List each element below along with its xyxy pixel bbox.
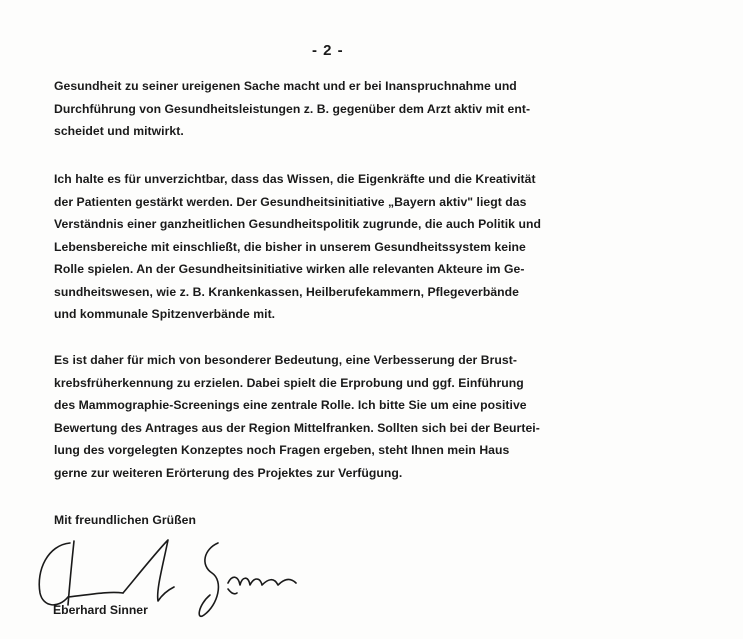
paragraph-line: gerne zur weiteren Erörterung des Projektes zur Verfügung.: [54, 465, 403, 480]
paragraph-line: krebsfrüherkennung zu erzielen. Dabei spielt die Erprobung und ggf. Einführung: [54, 375, 524, 390]
closing-salutation: Mit freundlichen Grüßen: [54, 513, 196, 527]
paragraph-line: Durchführung von Gesundheitsleistungen z. B. gegenüber dem Arzt aktiv mit ent-: [54, 101, 531, 116]
handwritten-signature: [28, 535, 328, 635]
paragraph-line: der Patienten gestärkt werden. Der Gesundheitsinitiative „Bayern aktiv" liegt das: [54, 194, 527, 209]
paragraph-line: Lebensbereiche mit einschließt, die bisher in unserem Gesundheitssystem keine: [54, 239, 526, 254]
paragraph-2: [54, 168, 554, 326]
paragraph-line: Rolle spielen. An der Gesundheitsinitiative wirken alle relevanten Akteure im Ge-: [54, 262, 525, 276]
page-number: - 2 -: [312, 42, 344, 59]
signer-name: Eberhard Sinner: [53, 603, 148, 617]
paragraph-line: Ich halte es für unverzichtbar, dass das Wissen, die Eigenkräfte und die Kreativität: [54, 172, 536, 186]
paragraph-line: und kommunale Spitzenverbände mit.: [54, 307, 276, 321]
paragraph-3: [54, 349, 554, 484]
paragraph-line: sundheitswesen, wie z. B. Krankenkassen, Heilberufekammern, Pflegeverbände: [54, 284, 519, 299]
paragraph-line: Es ist daher für mich von besonderer Bedeutung, eine Verbesserung der Brust-: [54, 353, 517, 367]
paragraph-line: Gesundheit zu seiner ureigenen Sache macht und er bei Inanspruchnahme und: [54, 79, 517, 93]
paragraph-line: Verständnis einer ganzheitlichen Gesundheitspolitik zugrunde, die auch Politik und: [54, 217, 541, 231]
paragraph-line: Bewertung des Antrages aus der Region Mittelfranken. Sollten sich bei der Beurtei-: [54, 420, 540, 435]
paragraph-line: des Mammographie-Screenings eine zentrale Rolle. Ich bitte Sie um eine positive: [54, 398, 527, 412]
paragraph-line: scheidet und mitwirkt.: [54, 124, 184, 138]
paragraph-1: [54, 75, 554, 143]
paragraph-line: lung des vorgelegten Konzeptes noch Fragen ergeben, steht Ihnen mein Haus: [54, 443, 510, 457]
